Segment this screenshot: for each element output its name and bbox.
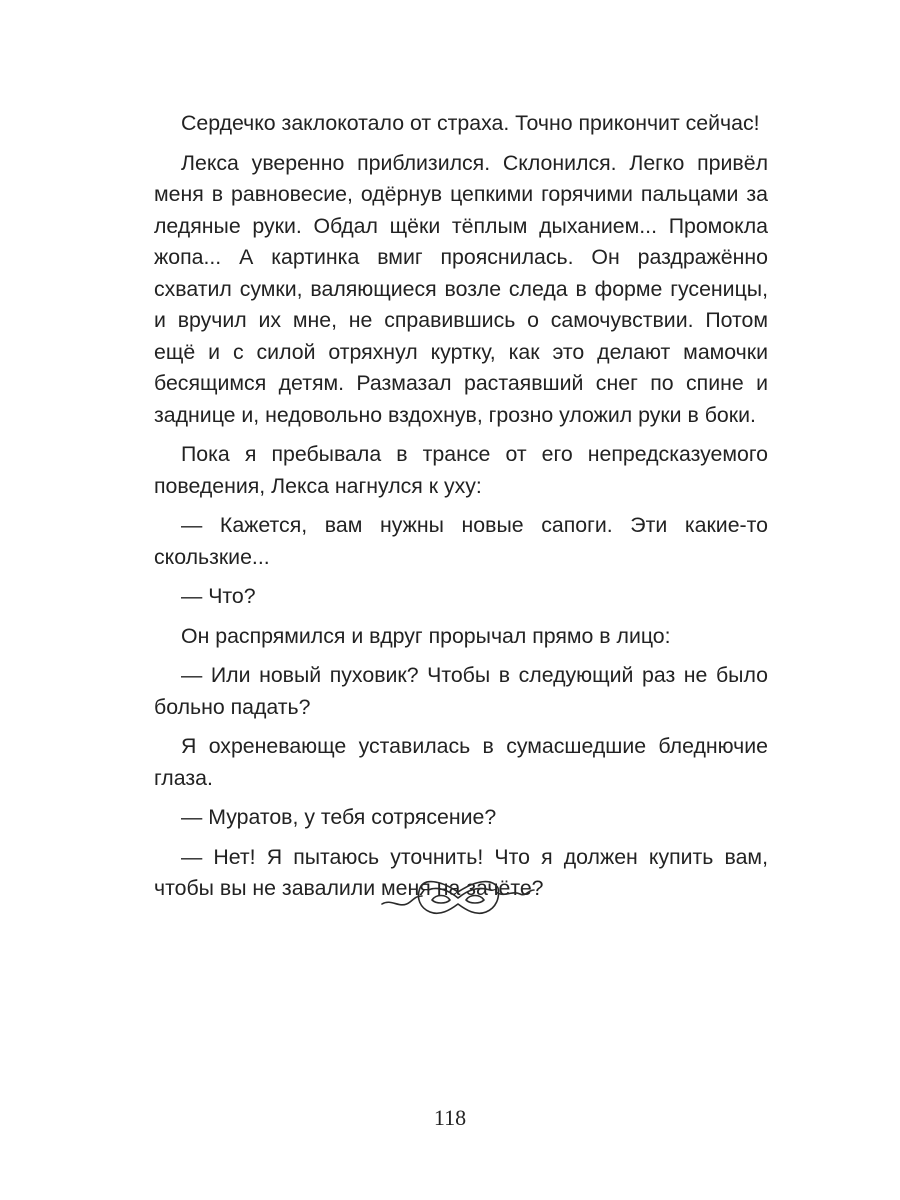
paragraph-5: — Что? xyxy=(181,584,256,608)
paragraph-7: — Или новый пуховик? Чтобы в следующий раз не было больно падать? xyxy=(154,663,768,719)
paragraph-10: — Нет! Я пытаюсь уточнить! Что я должен купить вам, чтобы вы не завалили меня на зачёте? xyxy=(154,844,768,900)
mask-icon xyxy=(378,868,538,928)
paragraph-1: Сердечко заклокотало от страха. Точно прикончит сейчас! xyxy=(181,111,760,135)
paragraph-8: Я охреневающе уставилась в сумасшедшие бледнючие глаза. xyxy=(154,734,768,790)
paragraph-6: Он распрямился и вдруг прорычал прямо в лицо: xyxy=(181,623,671,648)
paragraph-3: Пока я пребывала в трансе от его непредсказуемого поведения, Лекса нагнулся к уху: xyxy=(154,442,768,498)
paragraph-2: Лекса уверенно приблизился. Склонился. Легко привёл меня в равновесие, одёрнув цепкими горячими пальцами за ледяные руки. Обдал щёки тёплым дыханием... Промокла жопа... А картинка вмиг прояснилась. Он раздражённо схватил сумки, валяющиеся возле следа в форме гусеницы, и вручил их мне, не справившись о самочувствии. Потом ещё и с силой отряхнул куртку, как это делают мамочки бесящимся детям. Размазал растаявший снег по спине и заднице и, недовольно вздохнув, грозно уложил руки в боки. xyxy=(154,150,768,427)
page-number: 118 xyxy=(433,1105,467,1130)
paragraph-4: — Кажется, вам нужны новые сапоги. Эти какие-то скользкие... xyxy=(154,513,768,569)
page-text xyxy=(154,108,768,913)
paragraph-9: — Муратов, у тебя сотрясение? xyxy=(181,805,497,829)
